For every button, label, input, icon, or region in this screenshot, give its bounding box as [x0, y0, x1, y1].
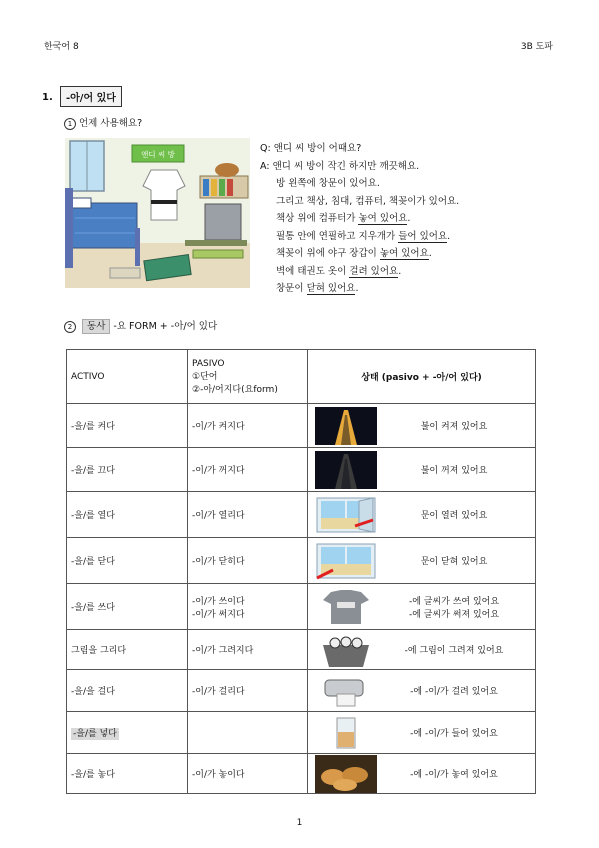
bed-shape — [69, 203, 137, 248]
pasivo-cell: -이/가 걸리다 — [188, 670, 308, 712]
glass-image — [315, 714, 377, 752]
room-sign-text: 앤디 씨 방 — [141, 150, 175, 159]
tshirt-image — [315, 588, 377, 626]
qa-answer-line: A: 앤디 씨 방이 작긴 하지만 깨끗해요. — [260, 160, 420, 172]
state-cell: 불이 꺼져 있어요 — [308, 448, 536, 492]
col-header-activo: ACTIVO — [67, 350, 188, 404]
question-1-text: 언제 사용해요? — [79, 118, 143, 129]
header-left: 한국어 8 — [44, 42, 79, 52]
state-cell: -에 -이/가 들어 있어요 — [308, 712, 536, 754]
paper-holder-image — [315, 672, 377, 710]
qa-question-line: Q: 앤디 씨 방이 어때요? — [260, 143, 362, 154]
col-header-pasivo: PASIVO ①단어 ②-아/어지다(요form) — [188, 350, 308, 404]
state-cell: -에 글씨가 쓰여 있어요 -에 글씨가 써져 있어요 — [308, 584, 536, 630]
bread-image — [315, 755, 377, 793]
conjugation-table — [66, 349, 536, 794]
table-row — [67, 630, 536, 670]
state-cell: -에 -이/가 걸려 있어요 — [308, 670, 536, 712]
table-row — [67, 754, 536, 794]
question-2 — [64, 318, 217, 333]
tower-lit-image — [315, 407, 377, 445]
activo-cell: -을/를 닫다 — [67, 538, 188, 584]
activo-cell: -을/를 끄다 — [67, 448, 188, 492]
state-cell: -에 그림이 그려져 있어요 — [308, 630, 536, 670]
table-row — [67, 712, 536, 754]
basket-image — [315, 631, 377, 669]
qa-line: 책꽂이 위에 야구 장갑이 놓여 있어요. — [276, 248, 432, 259]
pasivo-cell: -이/가 놓이다 — [188, 754, 308, 794]
tower-dark-image — [315, 451, 377, 489]
activo-cell: -을/을 걸다 — [67, 670, 188, 712]
activo-cell: 그림을 그리다 — [67, 630, 188, 670]
circle-marker-2: 2 — [64, 321, 76, 333]
table-row — [67, 492, 536, 538]
window-closed-image — [315, 542, 377, 580]
qa-line: 책상 위에 컴퓨터가 놓여 있어요. — [276, 213, 411, 224]
state-cell: 문이 닫혀 있어요 — [308, 538, 536, 584]
state-cell: 불이 켜져 있어요 — [308, 404, 536, 448]
page-number: 1 — [296, 818, 303, 828]
qa-line: 창문이 닫혀 있어요. — [276, 283, 359, 294]
pasivo-cell: -이/가 열리다 — [188, 492, 308, 538]
activo-cell: -을/를 켜다 — [67, 404, 188, 448]
pasivo-cell: -이/가 그려지다 — [188, 630, 308, 670]
qa-line: 방 왼쪽에 창문이 있어요. — [276, 178, 380, 189]
qa-line: 벽에 태권도 옷이 걸려 있어요. — [276, 265, 402, 277]
window-open-image — [315, 496, 377, 534]
col-header-state: 상태 (pasivo + -아/어 있다) — [308, 350, 536, 404]
pasivo-cell: -이/가 꺼지다 — [188, 448, 308, 492]
question-1 — [64, 115, 142, 130]
activo-cell: -을/를 넣다 — [67, 712, 188, 754]
verb-box: 동사 — [82, 319, 110, 334]
activo-cell: -을/를 놓다 — [67, 754, 188, 794]
pasivo-cell — [188, 712, 308, 754]
qa-block — [260, 140, 459, 298]
state-cell: 문이 열려 있어요 — [308, 492, 536, 538]
pasivo-cell: -이/가 켜지다 — [188, 404, 308, 448]
activo-cell: -을/를 열다 — [67, 492, 188, 538]
activo-cell: -을/를 쓰다 — [67, 584, 188, 630]
table-row — [67, 538, 536, 584]
section-number: 1. — [42, 92, 53, 103]
table-row — [67, 404, 536, 448]
section-title: -아/어 있다 — [60, 86, 122, 107]
table-header-row — [67, 350, 536, 404]
state-cell: -에 -이/가 놓여 있어요 — [308, 754, 536, 794]
table-row — [67, 670, 536, 712]
qa-line: 그리고 책상, 침대, 컴퓨터, 책꽂이가 있어요. — [276, 195, 460, 207]
circle-marker-1: 1 — [64, 118, 76, 130]
question-2-text: -요 FORM + -아/어 있다 — [113, 321, 218, 332]
computer-shape — [205, 204, 241, 240]
pasivo-cell: -이/가 닫히다 — [188, 538, 308, 584]
table-row — [67, 448, 536, 492]
table-row — [67, 584, 536, 630]
room-illustration — [65, 138, 250, 288]
qa-line: 필통 안에 연필하고 지우개가 들어 있어요. — [276, 230, 451, 242]
pasivo-cell: -이/가 쓰이다 -이/가 써지다 — [188, 584, 308, 630]
header-right: 3B 도파 — [520, 42, 553, 52]
